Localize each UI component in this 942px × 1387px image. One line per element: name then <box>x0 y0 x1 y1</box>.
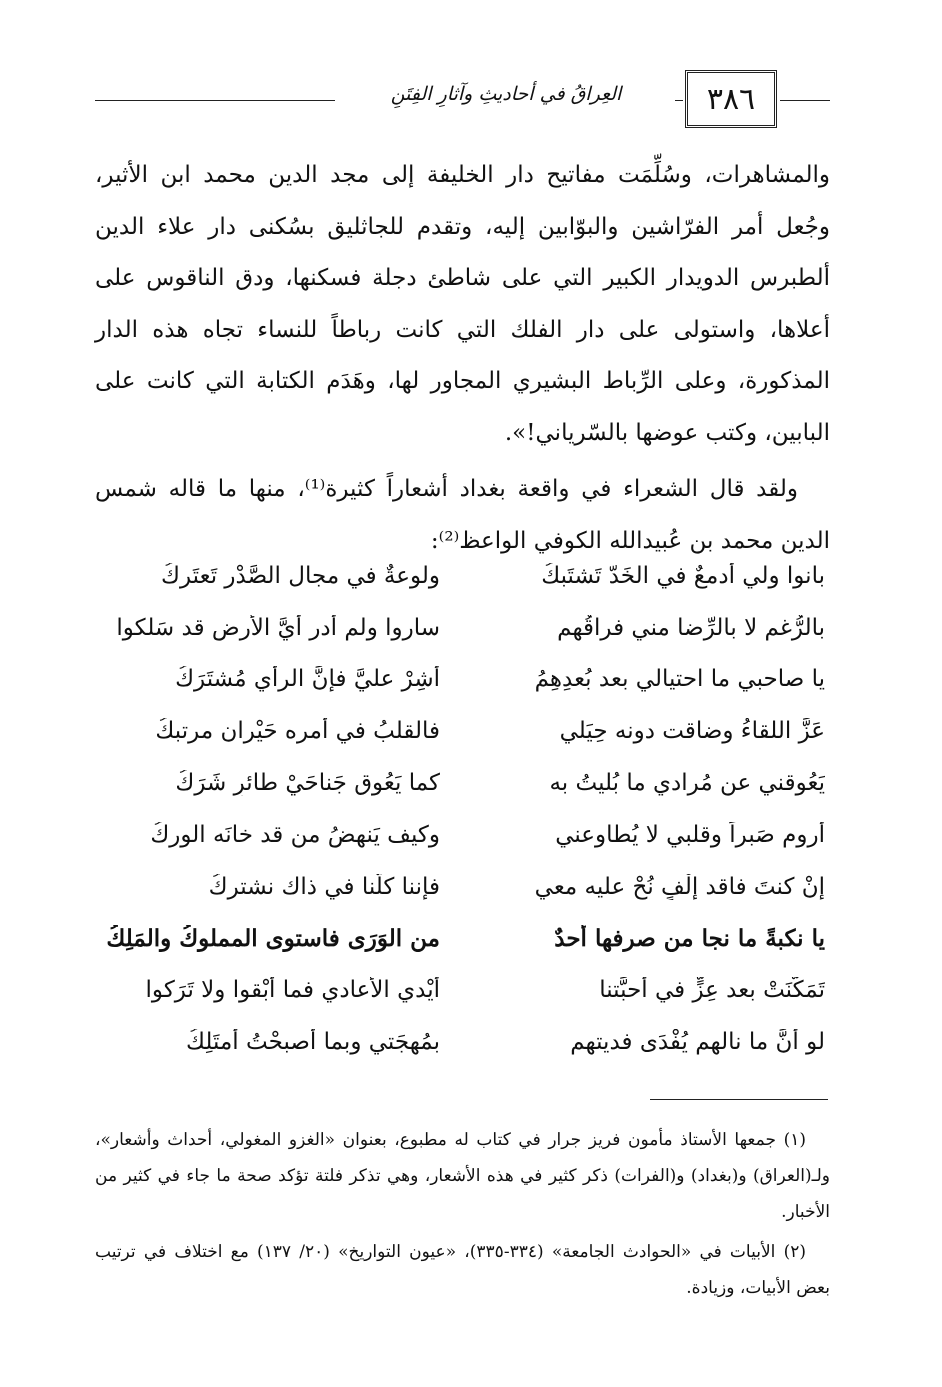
verse-first-hemistich: يا صاحبي ما احتيالي بعد بُعدِهِمُ <box>534 666 825 693</box>
verse-second-hemistich: ولوعةٌ في مجال الصَّدْر تَعتَرِكُ <box>161 562 440 589</box>
verse-second-hemistich: ساروا ولم أدر أيَّ الأرض قد سَلكوا <box>116 614 440 641</box>
verse-second-hemistich: فإننا كلُّنا في ذاك نشتركُ <box>208 873 440 900</box>
header-rule-mid <box>675 100 683 101</box>
paragraph-1: والمشاهرات، وسُلِّمَت مفاتيح دار الخليفة إلى مجد الدين محمد ابن الأثير، وجُعل أمر الفرّاشين والبوّابين إليه، وتقدم للجاثليق بسُكنى دار علاء الدين ألطبرس الدويدار الكبير التي على شاطئ دجلة فسكنها، ودق الناقوس على أعلاها، واستولى على دار الفلك التي كانت رباطاً للنساء تجاه هذه الدار المذكورة، وعلى الرِّباط البشيري المجاور لها، وهَدَم الكتابة التي كانت على البابين، وكتب عوضها بالسّرياني!». <box>95 162 830 446</box>
paragraph-2: ولقد قال الشعراء في واقعة بغداد أشعاراً كثيرة⁽¹⁾، منها ما قاله شمس الدين محمد بن عُبيدالله الكوفي الواعظ⁽²⁾: <box>95 476 830 554</box>
verse-second-hemistich: أيْدي الأعادي فما أبْقوا ولا تَرَكوا <box>145 977 440 1004</box>
footnote-separator <box>650 1099 828 1100</box>
header-rule-right <box>780 100 830 101</box>
poem <box>80 550 825 1068</box>
header-rule-left <box>95 100 335 101</box>
poem-verse <box>80 1016 825 1068</box>
poem-verse <box>80 757 825 809</box>
poem-verse <box>80 654 825 706</box>
footnote-2: (٢) الأبيات في «الحوادث الجامعة» (٣٣٤-٣٣٥)، «عيون التواريخ» (٢٠/ ١٣٧) مع اختلاف في ترتيب بعض الأبيات، وزيادة. <box>95 1242 830 1298</box>
verse-second-hemistich: كما يَعُوق جَناحَيْ طائرٍ شَرَكُ <box>175 770 440 797</box>
page-header <box>95 70 830 132</box>
verse-second-hemistich: من الوَرَى فاستوى المملوكُ والمَلِكُ <box>106 924 440 952</box>
main-text <box>95 150 830 567</box>
verse-first-hemistich: بالرُّغم لا بالرِّضا مني فراقُهم <box>557 614 825 641</box>
verse-second-hemistich: فالقلبُ في أمره حَيْران مرتبكُ <box>155 718 440 745</box>
poem-verse <box>80 705 825 757</box>
verse-first-hemistich: عَزَّ اللقاءُ وضاقت دونه حِيَلي <box>559 718 825 745</box>
verse-first-hemistich: بانوا ولي أدمعٌ في الخَدّ تَشتَبكُ <box>541 562 825 589</box>
poem-verse <box>80 602 825 654</box>
footnote-1: (١) جمعها الأستاذ مأمون فريز جرار في كتاب له مطبوع، بعنوان «الغزو المغولي، أحداث وأشعار»، ولـ(العراق) و(بغداد) و(الفرات) ذكر كثير في هذه الأشعار، وهي تذكر فلتة تؤكد صحة ما جاء في كثير من الأخبار. <box>95 1130 830 1222</box>
footnotes <box>95 1122 830 1310</box>
verse-first-hemistich: يا نكبةً ما نجا من صرفها أحدٌ <box>554 924 825 952</box>
verse-second-hemistich: بمُهجَتي وبما أصبحْتُ أمتَلِكُ <box>186 1029 440 1056</box>
poem-verse <box>80 964 825 1016</box>
poem-verse <box>80 861 825 913</box>
poem-verse <box>80 809 825 861</box>
poem-verse <box>80 913 825 965</box>
verse-first-hemistich: إنْ كنتَ فاقد إلْفٍ نُحْ عليه معي <box>534 873 825 900</box>
verse-first-hemistich: تَمَكَّنَتْ بعد عِزٍّ في أحبَّتنا <box>599 977 825 1004</box>
verse-second-hemistich: أشِرْ عليَّ فإنَّ الرأي مُشتَرَكُ <box>175 666 440 693</box>
verse-first-hemistich: يَعُوقني عن مُرادي ما بُليتُ به <box>549 770 825 797</box>
verse-first-hemistich: أروم صَبراً وقلبي لا يُطاوعني <box>555 821 825 848</box>
running-title: العِراقُ في أحاديثِ وآثارِ الفِتَنِ <box>390 83 622 105</box>
verse-second-hemistich: وكيف يَنهضُ من قد خانَه الوركُ <box>150 821 440 848</box>
page-number: ٣٨٦ <box>685 70 777 128</box>
verse-first-hemistich: لو أنَّ ما نالهم يُفْدَى فديتهم <box>570 1029 825 1056</box>
poem-verse <box>80 550 825 602</box>
